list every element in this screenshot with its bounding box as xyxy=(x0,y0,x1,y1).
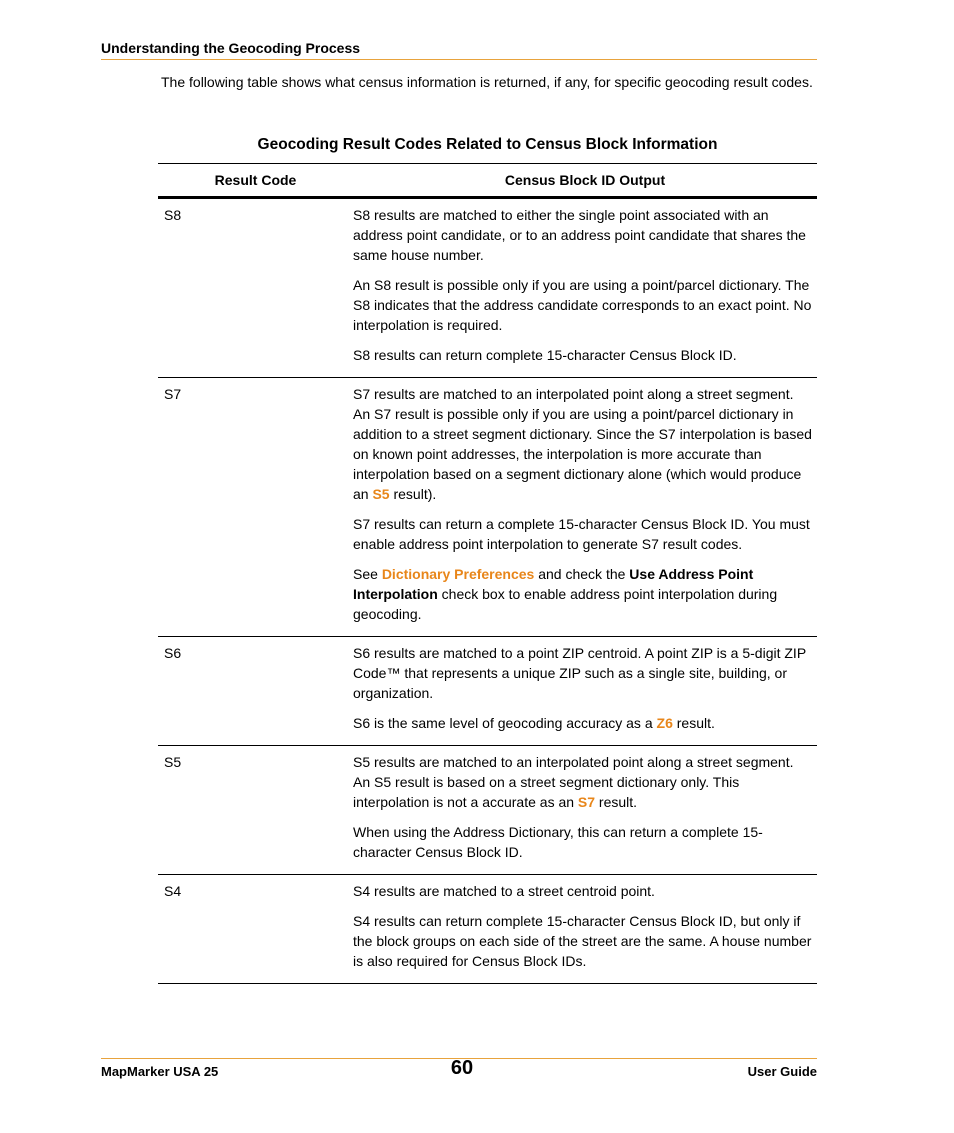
footer-document-type: User Guide xyxy=(747,1064,817,1079)
table-row xyxy=(158,746,817,875)
running-header: Understanding the Geocoding Process xyxy=(101,40,361,56)
text-run: S4 results can return complete 15-character Census Block ID, but only if the block groups on each side of the street are the same. A house number is also required for Census Block IDs. xyxy=(353,913,812,969)
text-run: S5 results are matched to an interpolated point along a street segment. An S5 result is based on a street segment dictionary only. This interpolation is not a accurate as an xyxy=(353,754,794,810)
text-run: S7 results can return a complete 15-character Census Block ID. You must enable address point interpolation to generate S7 result codes. xyxy=(353,516,810,552)
description-cell xyxy=(353,378,817,637)
description-cell xyxy=(353,746,817,875)
result-code-cell: S4 xyxy=(158,875,353,984)
link-s7[interactable]: S7 xyxy=(577,794,596,810)
text-run: When using the Address Dictionary, this can return a complete 15-character Census Block ID. xyxy=(353,824,763,860)
table-header-row xyxy=(158,164,817,198)
text-run: result. xyxy=(595,794,638,810)
header-divider xyxy=(101,59,817,60)
description-cell xyxy=(353,637,817,746)
text-run: S7 results are matched to an interpolated point along a street segment. An S7 result is possible only if you are using a point/parcel dictionary in addition to a street segment dictionary. Since the S7 interpolation is based on known point addresses, the interpolation is more accurate than interpolation based on a segment dictionary alone (which would produce an xyxy=(353,386,812,502)
description-cell xyxy=(353,875,817,984)
column-header-result-code: Result Code xyxy=(158,164,353,198)
link-z6[interactable]: Z6 xyxy=(656,715,673,731)
description-paragraph xyxy=(353,643,813,703)
description-paragraph xyxy=(353,205,813,265)
text-run: result). xyxy=(389,486,437,502)
description-paragraph xyxy=(353,881,813,901)
link-s5[interactable]: S5 xyxy=(372,486,390,502)
description-paragraph xyxy=(353,275,813,335)
table-row xyxy=(158,875,817,984)
table-row xyxy=(158,637,817,746)
link-dictionary-preferences[interactable]: Dictionary Preferences xyxy=(381,566,535,582)
column-header-census-output: Census Block ID Output xyxy=(353,164,817,198)
footer-product-name: MapMarker USA 25 xyxy=(101,1064,219,1079)
result-code-cell: S6 xyxy=(158,637,353,746)
table-row xyxy=(158,198,817,378)
text-run: check box to enable address point interpolation during geocoding. xyxy=(353,586,778,622)
text-run: S6 results are matched to a point ZIP centroid. A point ZIP is a 5-digit ZIP Code™ that represents a unique ZIP such as a single site, building, or organization. xyxy=(353,645,806,701)
result-codes-table xyxy=(158,163,817,984)
page-number: 60 xyxy=(450,1057,474,1079)
text-run: S6 is the same level of geocoding accuracy as a xyxy=(353,715,657,731)
description-paragraph xyxy=(353,911,813,971)
text-run: and check the xyxy=(534,566,630,582)
description-paragraph xyxy=(353,752,813,812)
description-paragraph xyxy=(353,384,813,504)
text-run: S8 results are matched to either the single point associated with an address point candidate, or to an address point candidate that shares the same house number. xyxy=(353,207,806,263)
table-row xyxy=(158,378,817,637)
text-run: S4 results are matched to a street centroid point. xyxy=(353,883,655,899)
description-paragraph xyxy=(353,564,813,624)
text-run: See xyxy=(353,566,382,582)
result-code-cell: S5 xyxy=(158,746,353,875)
description-paragraph xyxy=(353,514,813,554)
ui-option-name: Use Address Point Interpolation xyxy=(353,566,754,602)
intro-paragraph: The following table shows what census information is returned, if any, for specific geocoding result codes. xyxy=(161,74,813,90)
result-code-cell: S8 xyxy=(158,198,353,378)
text-run: An S8 result is possible only if you are using a point/parcel dictionary. The S8 indicates that the address candidate corresponds to an exact point. No interpolation is required. xyxy=(353,277,812,333)
description-paragraph xyxy=(353,822,813,862)
result-code-cell: S7 xyxy=(158,378,353,637)
description-cell xyxy=(353,198,817,378)
table-title: Geocoding Result Codes Related to Census Block Information xyxy=(257,136,718,153)
text-run: S8 results can return complete 15-character Census Block ID. xyxy=(353,347,737,363)
text-run: result. xyxy=(672,715,715,731)
description-paragraph xyxy=(353,713,813,733)
description-paragraph xyxy=(353,345,813,365)
